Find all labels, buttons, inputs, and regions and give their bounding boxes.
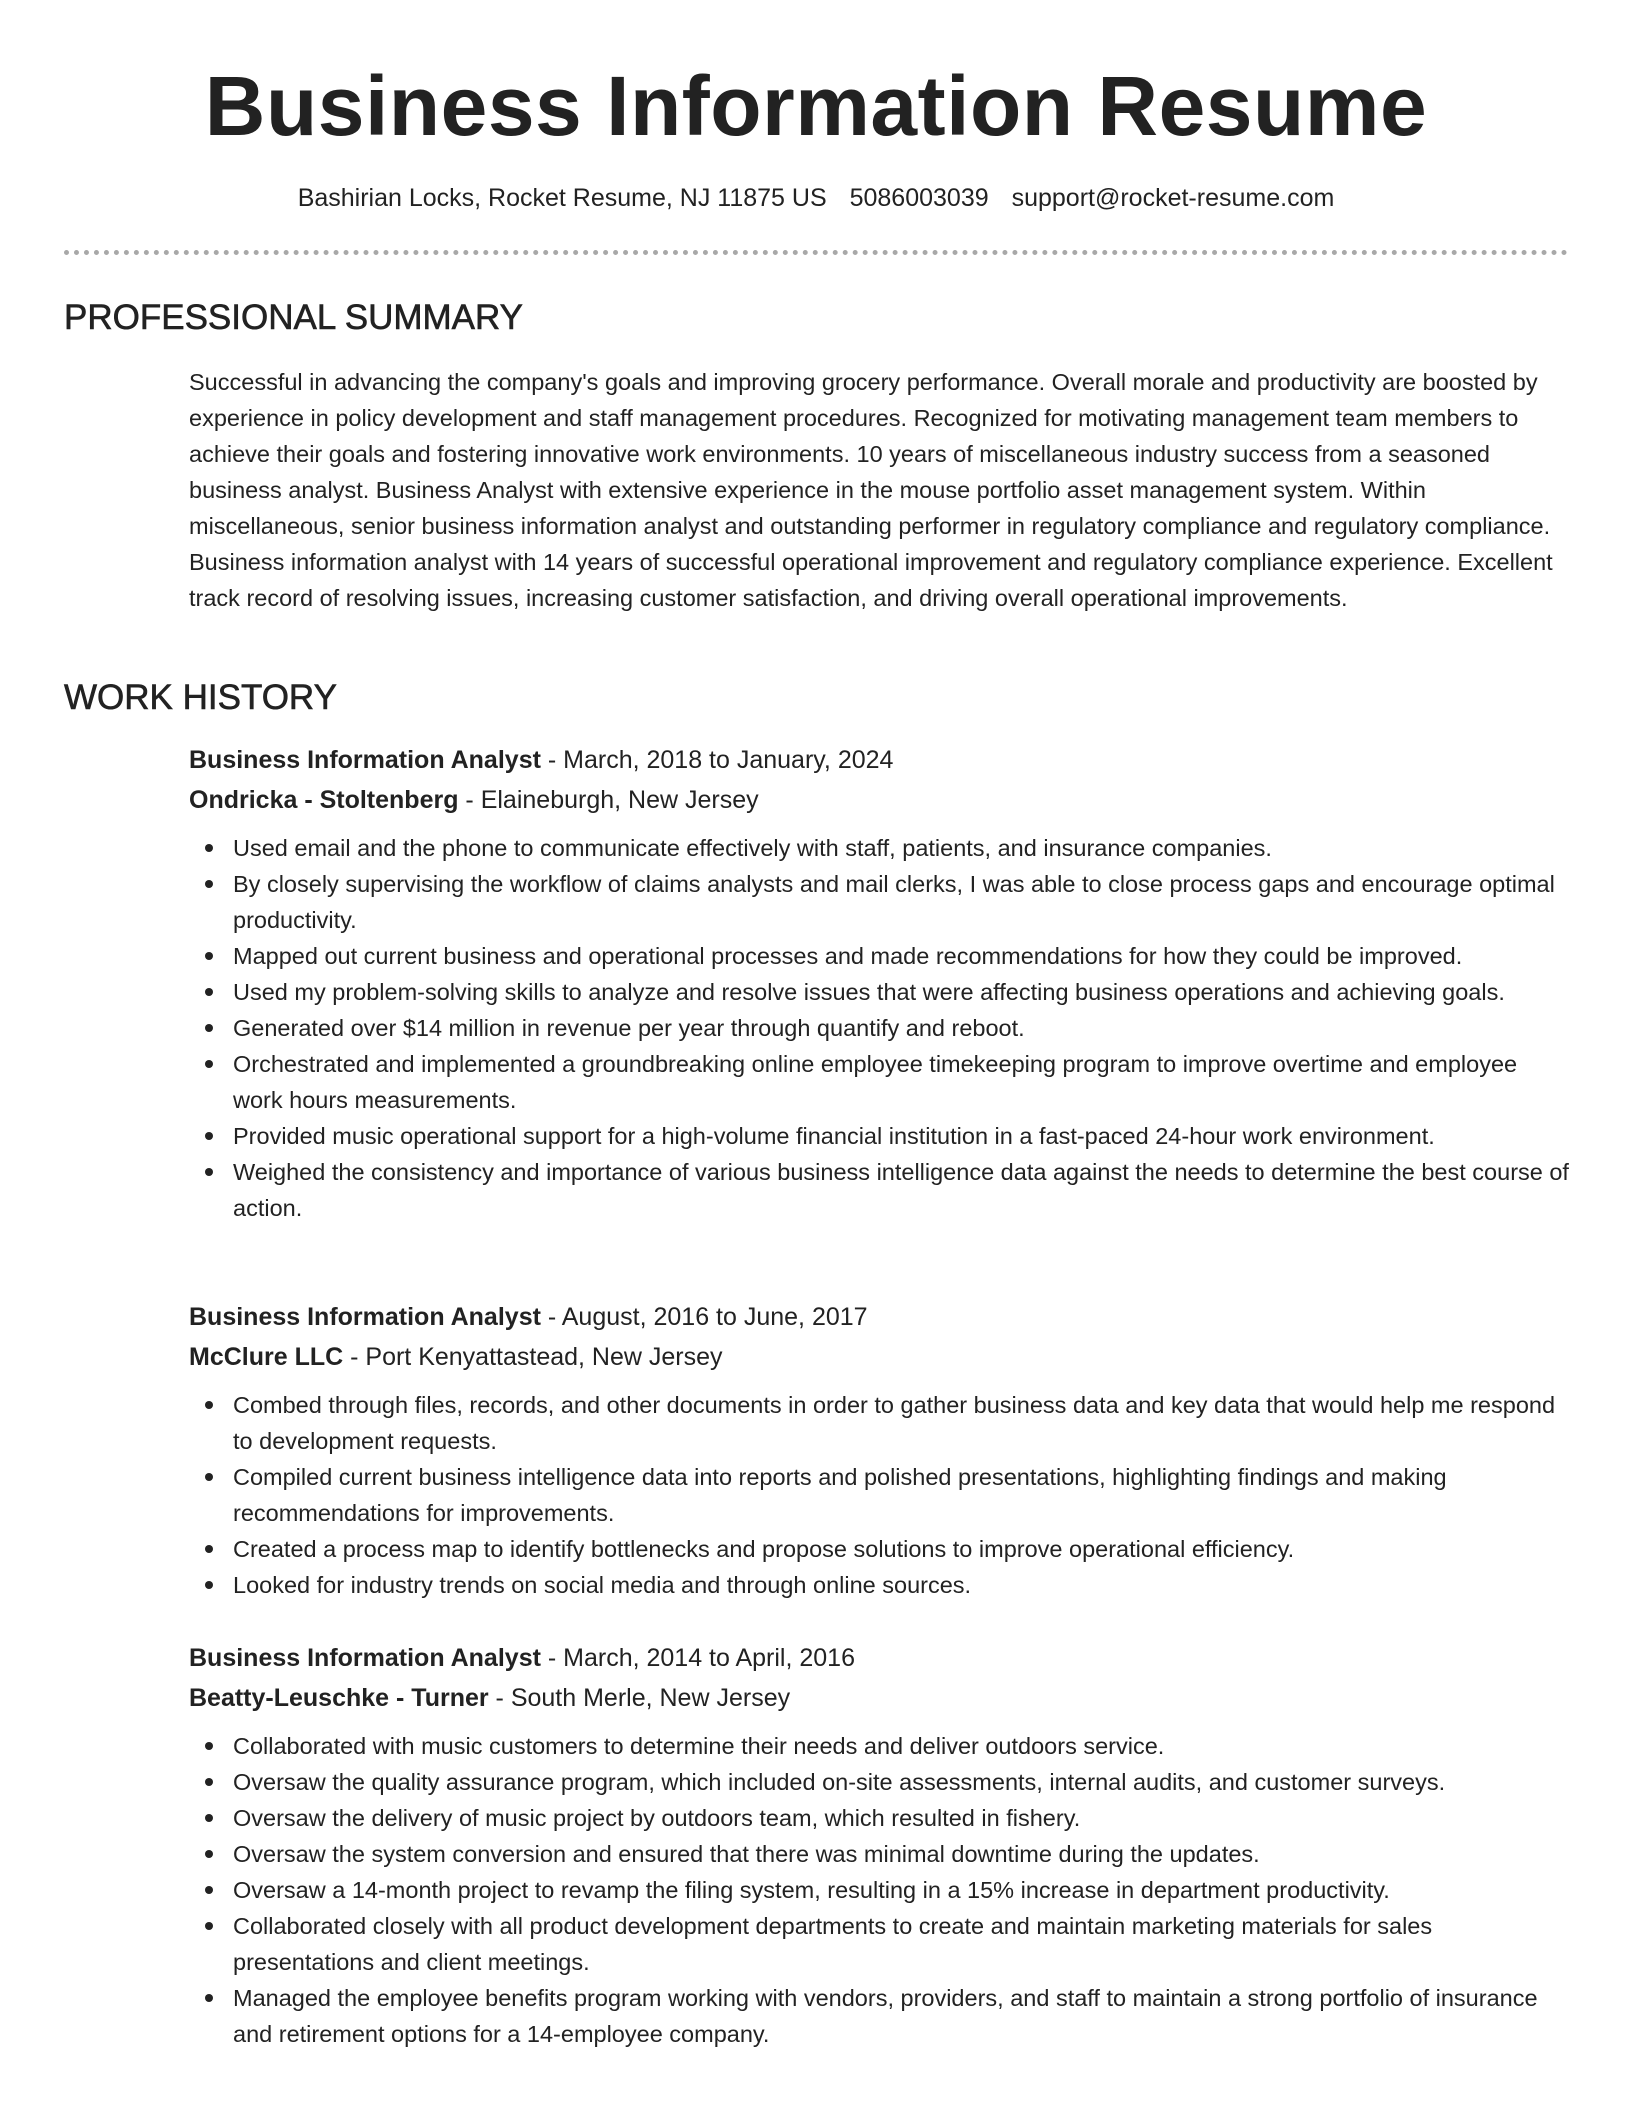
job-title-line (189, 1638, 1569, 1678)
contact-address: Bashirian Locks, Rocket Resume, NJ 11875 US (297, 184, 827, 212)
job-title: Business Information Analyst (189, 1644, 541, 1672)
contact-phone: 5086003039 (849, 184, 989, 212)
list-item: Generated over $14 million in revenue per year through quantify and reboot. (233, 1010, 1569, 1046)
list-item: Collaborated with music customers to determine their needs and deliver outdoors service. (233, 1728, 1569, 1764)
work-history-heading: WORK HISTORY (64, 678, 337, 717)
contact-line (0, 180, 1632, 216)
job-dates: - March, 2014 to April, 2016 (540, 1644, 855, 1672)
job-company: Beatty-Leuschke - Turner (189, 1684, 489, 1712)
job-title-line (189, 1297, 1569, 1337)
job-entry (189, 740, 1569, 1226)
list-item: Mapped out current business and operational processes and made recommendations for how they could be improved. (233, 938, 1569, 974)
list-item: Oversaw the delivery of music project by outdoors team, which resulted in fishery. (233, 1800, 1569, 1836)
job-title-line (189, 740, 1569, 780)
list-item: Oversaw the system conversion and ensured that there was minimal downtime during the updates. (233, 1836, 1569, 1872)
job-entry (189, 1638, 1569, 2052)
job-bullets (189, 1387, 1569, 1603)
list-item: Oversaw the quality assurance program, which included on-site assessments, internal audits, and customer surveys. (233, 1764, 1569, 1800)
list-item: Created a process map to identify bottlenecks and propose solutions to improve operational efficiency. (233, 1531, 1569, 1567)
job-location: - Elaineburgh, New Jersey (458, 786, 759, 814)
job-company: Ondricka - Stoltenberg (189, 786, 459, 814)
job-dates: - August, 2016 to June, 2017 (540, 1303, 868, 1331)
list-item: Weighed the consistency and importance of various business intelligence data against the needs to determine the best course of action. (233, 1154, 1569, 1226)
list-item: Managed the employee benefits program working with vendors, providers, and staff to maintain a strong portfolio of insurance and retirement options for a 14-employee company. (233, 1980, 1569, 2052)
list-item: Collaborated closely with all product development departments to create and maintain marketing materials for sales presentations and client meetings. (233, 1908, 1569, 1980)
summary-text: Successful in advancing the company's goals and improving grocery performance. Overall morale and productivity are boosted by experience in policy development and staff management procedures. Recognized for motivating management team members to achieve their goals and fostering innovative work environments. 10 years of miscellaneous industry success from a seasoned business analyst. Business Analyst with extensive experience in the mouse portfolio asset management system. Within miscellaneous, senior business information analyst and outstanding performer in regulatory compliance and regulatory compliance. Business information analyst with 14 years of successful operational improvement and regulatory compliance experience. Excellent track record of resolving issues, increasing customer satisfaction, and driving overall operational improvements. (189, 369, 1553, 611)
job-location: - South Merle, New Jersey (488, 1684, 791, 1712)
list-item: Orchestrated and implemented a groundbreaking online employee timekeeping program to improve overtime and employee work hours measurements. (233, 1046, 1569, 1118)
job-entry (189, 1297, 1569, 1603)
job-company-line (189, 1678, 1569, 1718)
list-item: Provided music operational support for a high-volume financial institution in a fast-paced 24-hour work environment. (233, 1118, 1569, 1154)
list-item: Oversaw a 14-month project to revamp the filing system, resulting in a 15% increase in department productivity. (233, 1872, 1569, 1908)
list-item: By closely supervising the workflow of claims analysts and mail clerks, I was able to close process gaps and encourage optimal productivity. (233, 866, 1569, 938)
job-company-line (189, 1337, 1569, 1377)
job-title: Business Information Analyst (189, 1303, 541, 1331)
resume-title: Business Information Resume (204, 59, 1428, 153)
job-location: - Port Kenyattastead, New Jersey (343, 1343, 723, 1371)
header-divider (64, 250, 1568, 255)
contact-email: support@rocket-resume.com (1011, 184, 1335, 212)
list-item: Used my problem-solving skills to analyze and resolve issues that were affecting business operations and achieving goals. (233, 974, 1569, 1010)
summary-heading: PROFESSIONAL SUMMARY (64, 298, 523, 337)
job-dates: - March, 2018 to January, 2024 (540, 746, 894, 774)
job-title: Business Information Analyst (189, 746, 541, 774)
list-item: Combed through files, records, and other documents in order to gather business data and key data that would help me respond to development requests. (233, 1387, 1569, 1459)
list-item: Used email and the phone to communicate effectively with staff, patients, and insurance companies. (233, 830, 1569, 866)
job-company-line (189, 780, 1569, 820)
job-bullets (189, 830, 1569, 1226)
list-item: Looked for industry trends on social media and through online sources. (233, 1567, 1569, 1603)
job-bullets (189, 1728, 1569, 2052)
job-company: McClure LLC (189, 1343, 344, 1371)
list-item: Compiled current business intelligence data into reports and polished presentations, highlighting findings and making recommendations for improvements. (233, 1459, 1569, 1531)
